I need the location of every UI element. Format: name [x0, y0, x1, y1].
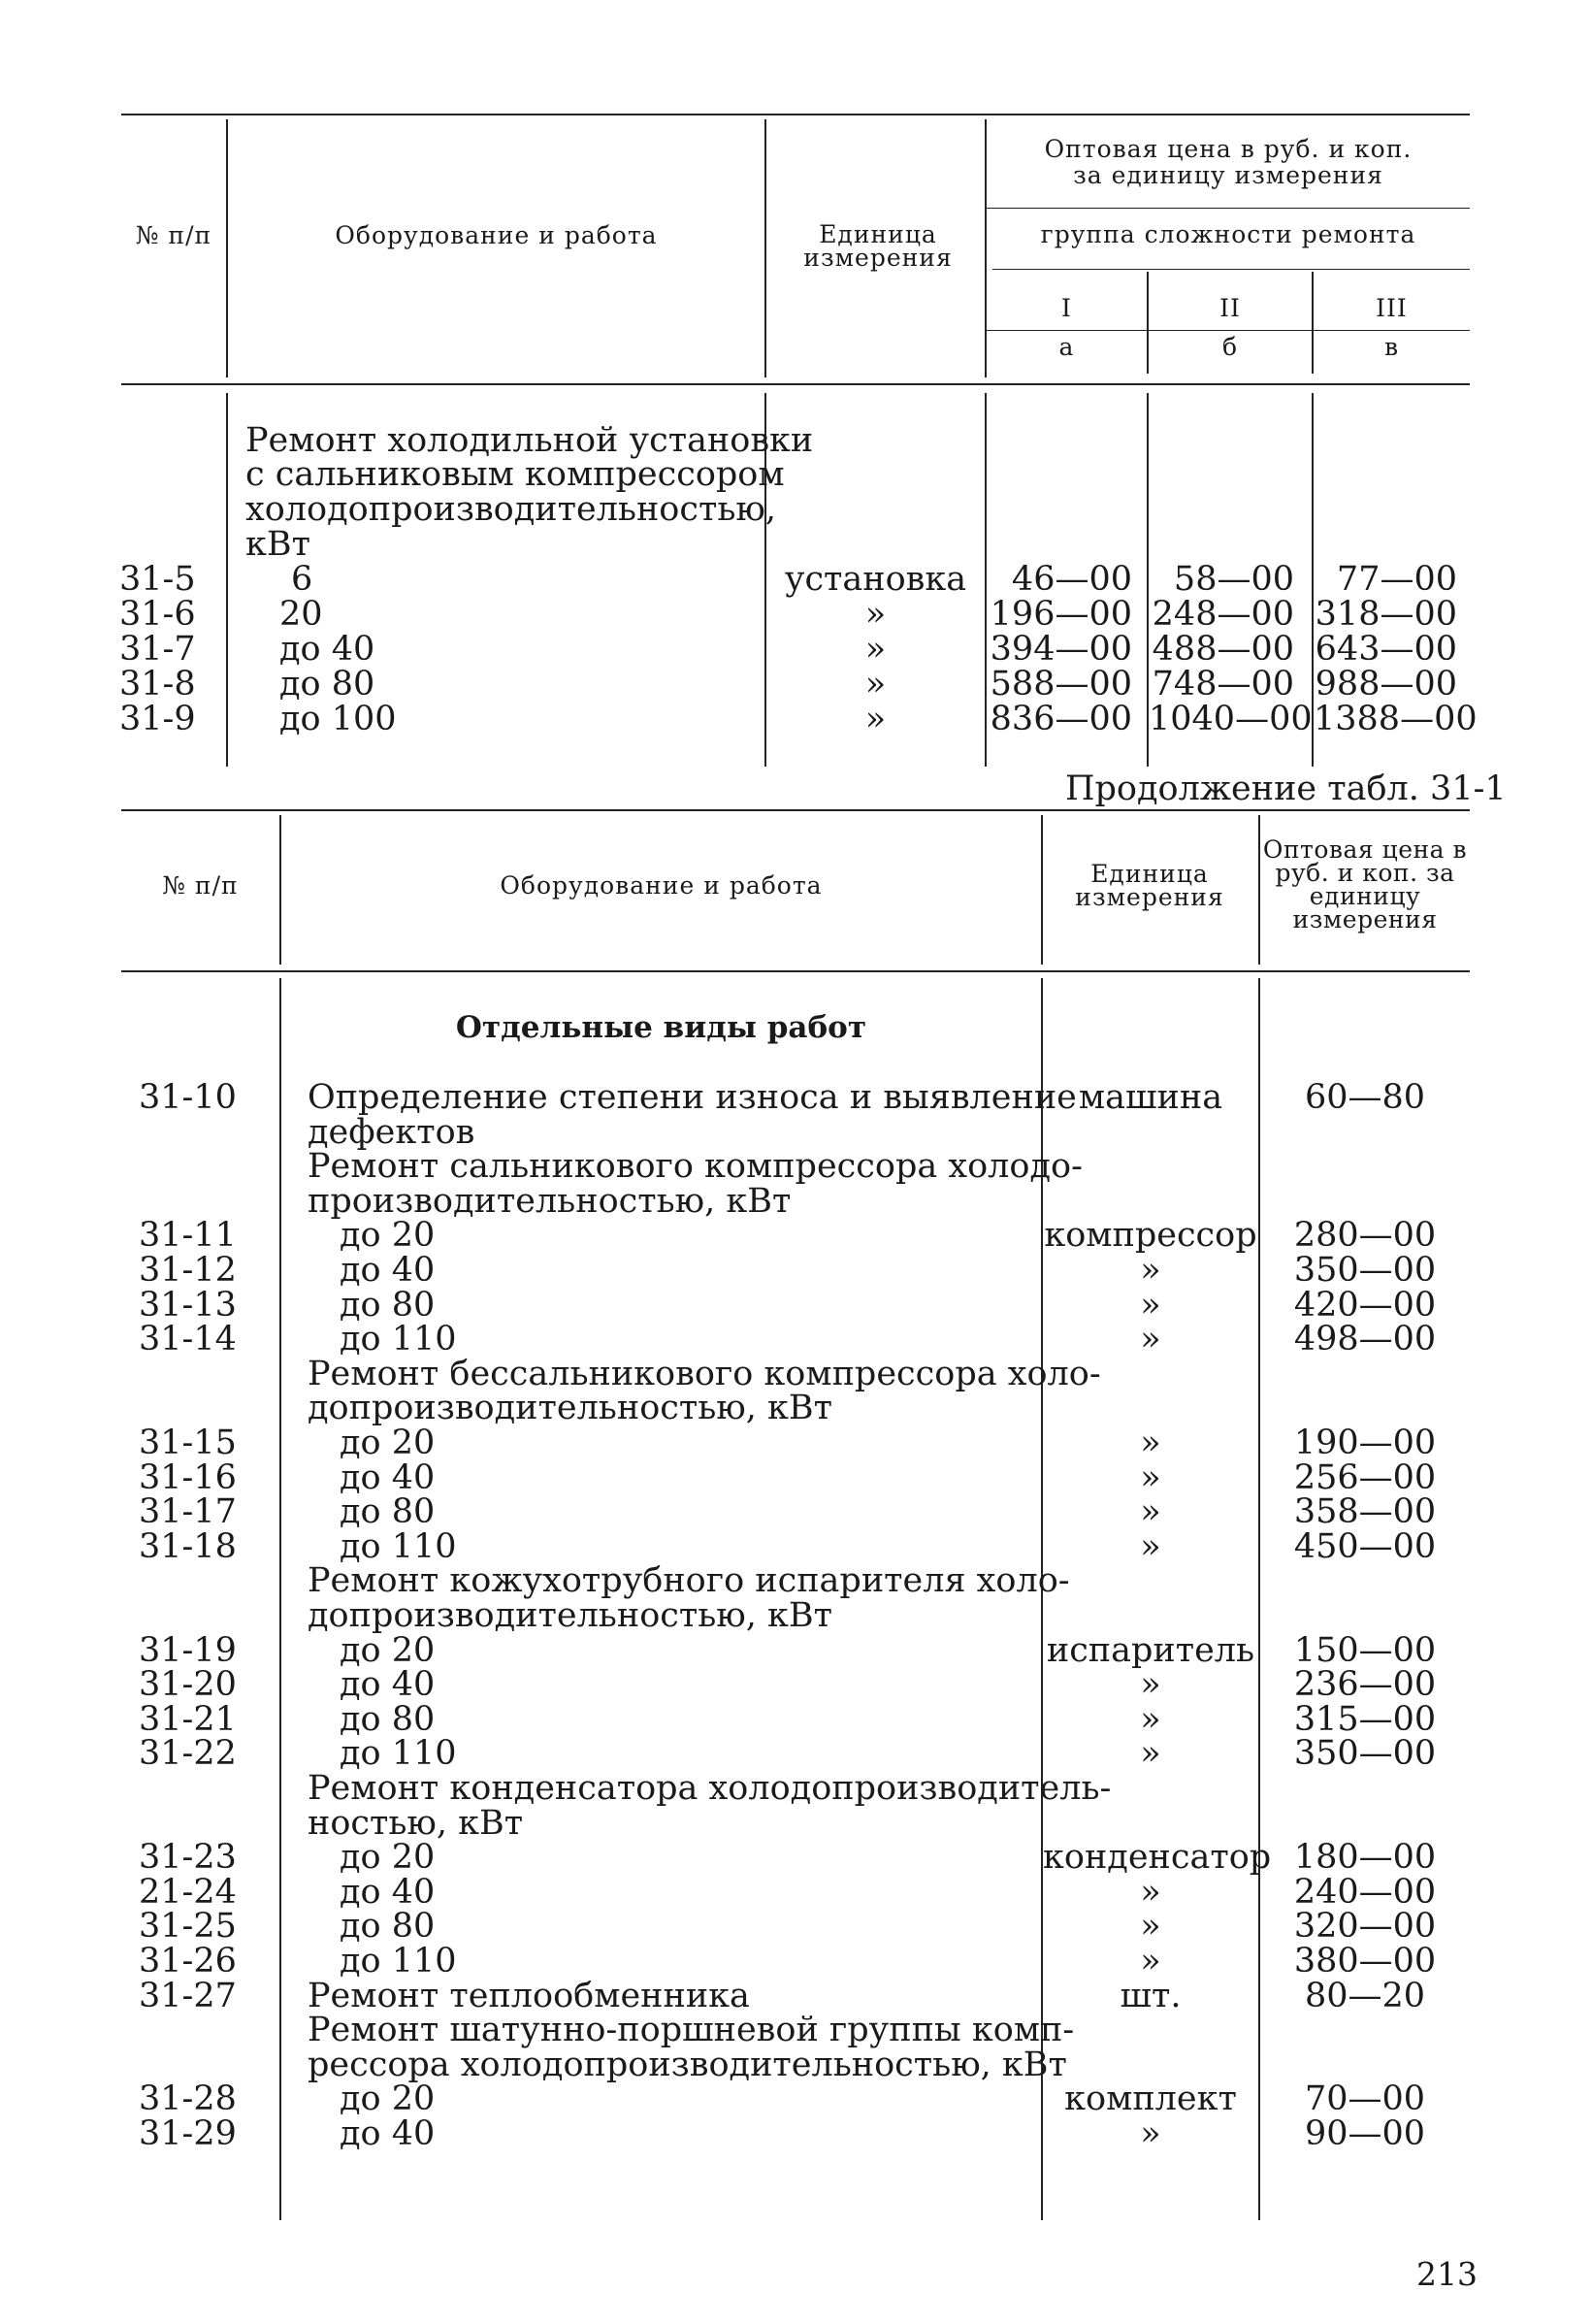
row-price-b: 58—00	[1173, 560, 1294, 599]
row-price: 240—00	[1293, 1873, 1437, 1912]
row-name: до 110	[340, 1527, 457, 1566]
row-name: Определение степени износа и выявление	[308, 1078, 1077, 1117]
row-price: 280—00	[1293, 1216, 1437, 1255]
table2-header-equipment: Оборудование и работа	[500, 871, 823, 900]
row-name: до 40	[279, 630, 375, 669]
table1-roman-subrule	[985, 330, 1470, 331]
table1-header-g3: III	[1376, 294, 1408, 322]
row-unit: шт.	[1120, 1977, 1182, 2015]
row-price: 90—00	[1304, 2114, 1426, 2153]
table1-top-rule	[121, 114, 1470, 115]
row-price: 80—20	[1304, 1977, 1426, 2015]
table1-header-gc: в	[1383, 333, 1400, 361]
row-price: 180—00	[1293, 1838, 1437, 1877]
row-price-c: 643—00	[1315, 630, 1457, 669]
row-name: допроизводительностью, кВт	[308, 1596, 832, 1635]
row-name: до 40	[340, 2114, 436, 2153]
table1-header-group: группа сложности ремонта	[1040, 220, 1416, 248]
row-number: 31-19	[139, 1631, 237, 1670]
row-name: до 80	[340, 1700, 436, 1739]
row-price: 70—00	[1304, 2079, 1426, 2118]
row-unit: »	[1140, 1942, 1161, 1980]
row-price: 315—00	[1293, 1700, 1437, 1739]
row-price: 498—00	[1293, 1320, 1437, 1358]
row-number: 31-15	[139, 1424, 237, 1462]
row-name: до 40	[340, 1665, 436, 1704]
row-price: 358—00	[1293, 1492, 1437, 1531]
row-name: допроизводительностью, кВт	[308, 1389, 832, 1427]
row-number: 31-22	[139, 1734, 237, 1773]
row-name: до 100	[279, 700, 397, 738]
row-unit: установка	[784, 560, 967, 599]
page-number: 213	[1416, 2255, 1478, 2293]
row-unit: »	[1140, 1320, 1161, 1358]
row-price: 380—00	[1293, 1942, 1437, 1980]
row-unit: комплект	[1064, 2079, 1237, 2118]
row-price-c: 318—00	[1315, 595, 1457, 634]
row-price-a: 46—00	[1011, 560, 1132, 599]
row-number: 31-8	[119, 665, 196, 704]
row-unit: конденсатор	[1043, 1838, 1272, 1877]
row-name: Ремонт конденсатора холодопроизводитель-	[308, 1769, 1112, 1808]
row-number: 31-5	[119, 560, 196, 599]
table1-group-title-line2: с сальниковым компрессором	[245, 455, 785, 494]
table1-header-unit: Единица измерения	[803, 220, 953, 272]
row-unit: »	[1140, 2114, 1161, 2153]
row-name: Ремонт бессальникового компрессора холо-	[308, 1355, 1101, 1393]
row-price: 450—00	[1293, 1527, 1437, 1566]
row-price: 150—00	[1293, 1631, 1437, 1670]
table1-header-bottom-rule	[121, 383, 1470, 385]
row-name: производительностью, кВт	[308, 1182, 792, 1221]
row-name: до 20	[340, 2079, 436, 2118]
row-name: 6	[291, 560, 313, 599]
section-title: Отдельные виды работ	[455, 1010, 867, 1045]
table1-group-title-line1: Ремонт холодильной установки	[245, 421, 814, 460]
table1-price-subrule	[985, 208, 1470, 209]
row-name: рессора холодопроизводительностью, кВт	[308, 2046, 1067, 2084]
row-unit: компрессор	[1044, 1216, 1257, 1255]
row-price: 60—80	[1304, 1078, 1426, 1117]
row-name: до 110	[340, 1734, 457, 1773]
table1-header-ga: а	[1058, 333, 1075, 361]
table1-header-g1: I	[1061, 294, 1072, 322]
continuation-caption: Продолжение табл. 31-1	[1065, 769, 1507, 808]
row-number: 31-9	[119, 700, 196, 738]
row-number: 31-11	[139, 1216, 237, 1255]
row-number: 31-14	[139, 1320, 237, 1358]
row-name: дефектов	[308, 1113, 475, 1152]
table1-header-price-line2: за единицу измерения	[1073, 161, 1383, 189]
row-price-b: 248—00	[1152, 595, 1294, 634]
table1-body-vline-1	[226, 393, 228, 767]
row-unit: машина	[1078, 1078, 1223, 1117]
row-name: Ремонт шатунно-поршневой группы комп-	[308, 2011, 1075, 2049]
row-name: до 20	[340, 1424, 436, 1462]
row-name: до 80	[340, 1286, 436, 1325]
row-number: 31-18	[139, 1527, 237, 1566]
table1-header-num: № п/п	[135, 221, 212, 249]
table2-body-vline-3	[1258, 978, 1260, 2220]
row-number: 31-25	[139, 1907, 237, 1946]
row-number: 31-29	[139, 2114, 237, 2153]
row-price-b: 1040—00	[1149, 700, 1313, 738]
row-number: 31-26	[139, 1942, 237, 1980]
row-unit: »	[1140, 1907, 1161, 1946]
row-unit: »	[864, 595, 887, 634]
row-name: Ремонт сальникового компрессора холодо-	[308, 1147, 1083, 1186]
table2-header-bottom-rule	[121, 970, 1470, 972]
row-price-a: 394—00	[990, 630, 1132, 669]
table1-vline-2	[764, 119, 766, 377]
row-price-c: 77—00	[1336, 560, 1457, 599]
table1-group-title-line3: холодопроизводительностью,	[245, 490, 776, 529]
row-number: 31-28	[139, 2079, 237, 2118]
table1-header-g2: II	[1219, 294, 1241, 322]
row-unit: »	[1140, 1734, 1161, 1773]
row-number: 31-27	[139, 1977, 237, 2015]
row-name: до 20	[340, 1838, 436, 1877]
row-unit: »	[864, 700, 887, 738]
row-unit: »	[1140, 1251, 1161, 1290]
row-price: 256—00	[1293, 1458, 1437, 1497]
table1-group-subrule	[992, 269, 1470, 270]
table1-header-gb: б	[1221, 333, 1239, 361]
row-number: 31-16	[139, 1458, 237, 1497]
row-price-a: 196—00	[990, 595, 1132, 634]
table2-header-unit: Единица измерения	[1075, 860, 1224, 911]
row-price: 350—00	[1293, 1734, 1437, 1773]
row-name: до 40	[340, 1873, 436, 1912]
table2-top-rule	[121, 809, 1470, 811]
row-unit: »	[1140, 1458, 1161, 1497]
table2-header-num: № п/п	[162, 871, 239, 900]
row-unit: »	[864, 665, 887, 704]
table1-header-price-line1: Оптовая цена в руб. и коп.	[1044, 135, 1413, 163]
row-name: до 40	[340, 1251, 436, 1290]
row-name: Ремонт теплообменника	[308, 1977, 750, 2015]
row-price-c: 988—00	[1315, 665, 1457, 704]
row-unit: »	[1140, 1873, 1161, 1912]
row-number: 31-20	[139, 1665, 237, 1704]
row-number: 31-21	[139, 1700, 237, 1739]
row-price: 236—00	[1293, 1665, 1437, 1704]
row-number: 31-17	[139, 1492, 237, 1531]
row-name: до 110	[340, 1942, 457, 1980]
row-name: Ремонт кожухотрубного испарителя холо-	[308, 1561, 1070, 1600]
row-unit: испаритель	[1046, 1631, 1255, 1670]
row-unit: »	[1140, 1424, 1161, 1462]
table2-header-price: Оптовая цена в руб. и коп. за единицу измерения	[1262, 835, 1468, 933]
row-name: до 40	[340, 1458, 436, 1497]
row-unit: »	[1140, 1286, 1161, 1325]
row-unit: »	[1140, 1527, 1161, 1566]
row-name: до 80	[340, 1492, 436, 1531]
table1-header-equipment: Оборудование и работа	[335, 221, 658, 249]
table2-vline-2	[1041, 815, 1043, 965]
row-unit: »	[1140, 1665, 1161, 1704]
row-name: до 80	[340, 1907, 436, 1946]
row-unit: »	[1140, 1700, 1161, 1739]
row-price-a: 836—00	[990, 700, 1132, 738]
row-price: 350—00	[1293, 1251, 1437, 1290]
row-number: 31-10	[139, 1078, 237, 1117]
row-name: до 20	[340, 1216, 436, 1255]
row-name: до 110	[340, 1320, 457, 1358]
row-price: 190—00	[1293, 1424, 1437, 1462]
row-unit: »	[864, 630, 887, 669]
row-price-b: 488—00	[1152, 630, 1294, 669]
row-number: 21-24	[139, 1873, 237, 1912]
row-price-b: 748—00	[1152, 665, 1294, 704]
table2-body-vline-1	[279, 978, 281, 2220]
row-number: 31-13	[139, 1286, 237, 1325]
table1-group-title-line4: кВт	[245, 525, 310, 564]
row-price-c: 1388—00	[1314, 700, 1478, 738]
row-unit: »	[1140, 1492, 1161, 1531]
row-name: 20	[279, 595, 323, 634]
row-price-a: 588—00	[990, 665, 1132, 704]
row-name: до 80	[279, 665, 375, 704]
row-number: 31-23	[139, 1838, 237, 1877]
row-name: до 20	[340, 1631, 436, 1670]
row-number: 31-12	[139, 1251, 237, 1290]
row-price: 420—00	[1293, 1286, 1437, 1325]
row-number: 31-7	[119, 630, 196, 669]
row-name: ностью, кВт	[308, 1804, 524, 1843]
row-number: 31-6	[119, 595, 196, 634]
row-price: 320—00	[1293, 1907, 1437, 1946]
